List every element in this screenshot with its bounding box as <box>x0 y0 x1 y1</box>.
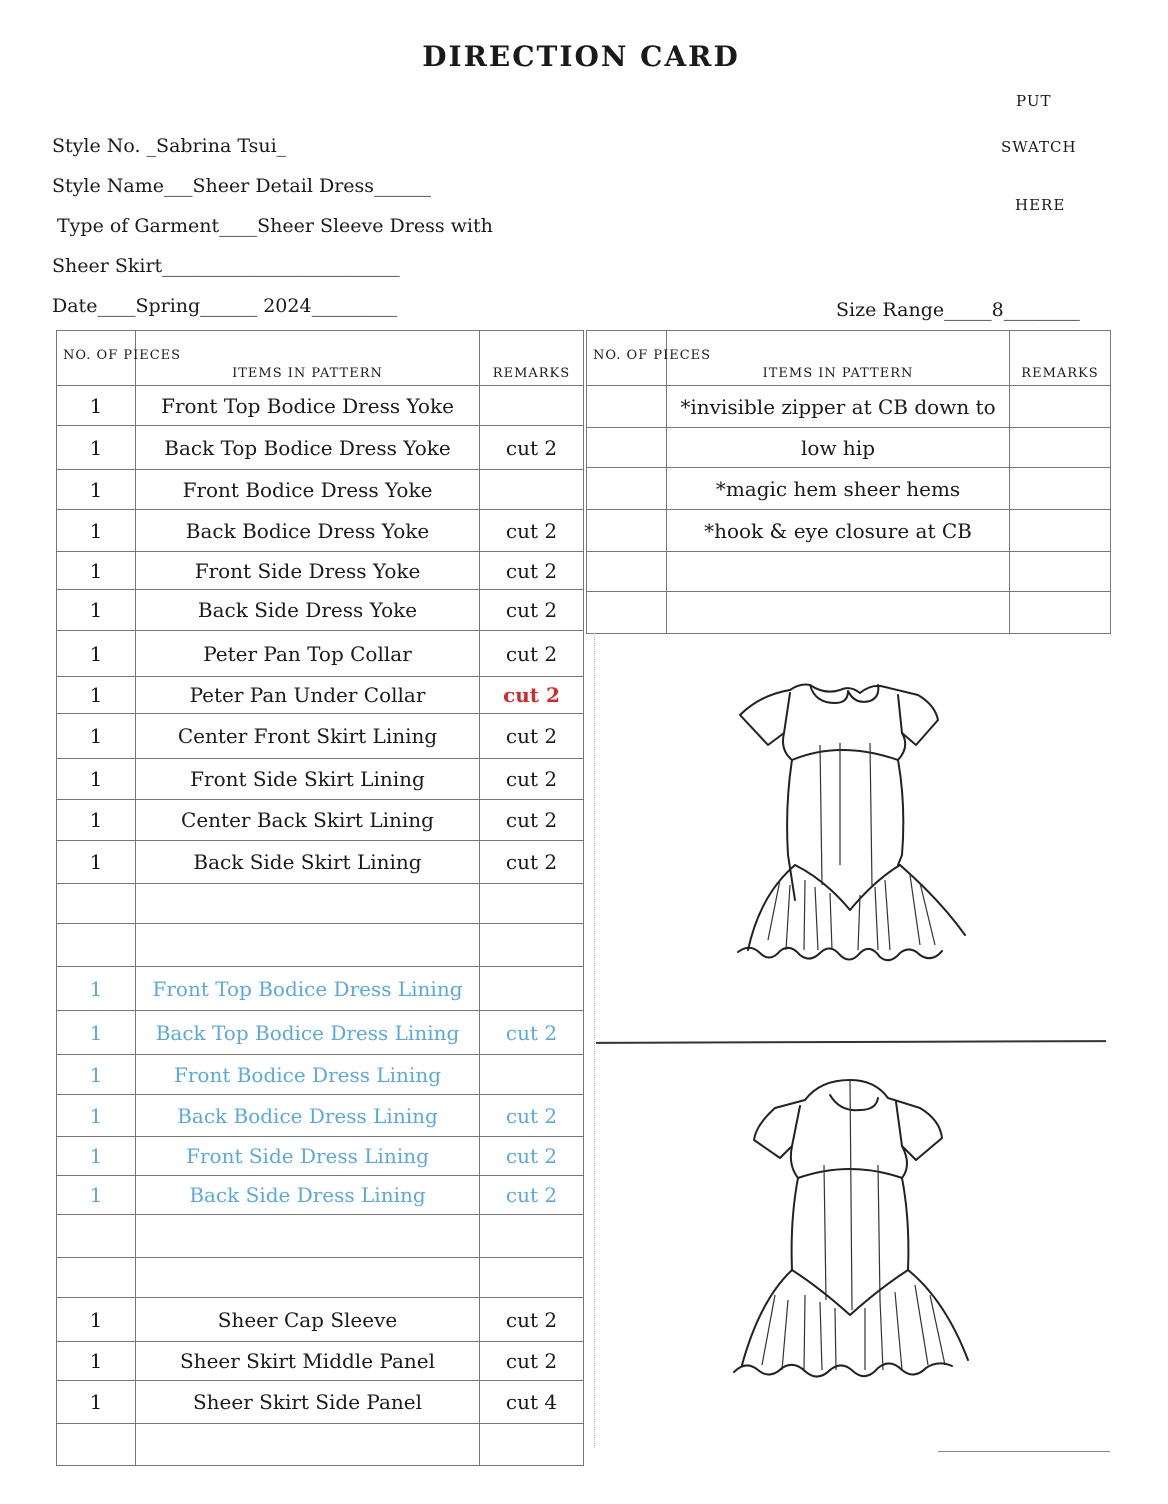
table-row <box>57 552 584 590</box>
item-cell: Front Side Skirt Lining <box>136 759 480 800</box>
item-cell <box>136 1424 480 1466</box>
remark-cell <box>1010 552 1111 592</box>
remark-cell: cut 2 <box>480 1011 584 1055</box>
remark-cell <box>480 1424 584 1466</box>
table-row <box>57 1342 584 1381</box>
swatch-label-swatch: SWATCH <box>1001 138 1077 156</box>
remark-cell <box>480 967 584 1011</box>
remark-cell <box>480 1055 584 1095</box>
item-cell: Front Side Dress Lining <box>136 1137 480 1176</box>
pieces-cell: 1 <box>57 800 136 841</box>
sketch-separator-line <box>596 1040 1106 1044</box>
date-line: Date____Spring______ 2024_________ <box>52 295 398 317</box>
table-row <box>587 592 1111 634</box>
table-row <box>57 470 584 510</box>
remark-cell: cut 2 <box>480 714 584 759</box>
remark-cell: cut 2 <box>480 1095 584 1137</box>
remark-cell: cut 2 <box>480 1342 584 1381</box>
table-row <box>57 924 584 967</box>
table-row <box>57 967 584 1011</box>
items-header: ITEMS IN PATTERN <box>667 331 1010 386</box>
table-row <box>57 1298 584 1342</box>
item-cell <box>136 1215 480 1258</box>
pieces-cell <box>57 924 136 967</box>
pieces-cell: 1 <box>57 714 136 759</box>
pieces-cell <box>587 510 667 552</box>
pieces-cell: 1 <box>57 1011 136 1055</box>
remark-cell: cut 2 <box>480 677 584 714</box>
swatch-label-put: PUT <box>1016 92 1052 110</box>
table-row <box>57 1381 584 1424</box>
table-row <box>57 1055 584 1095</box>
table-row <box>57 1137 584 1176</box>
items-header: ITEMS IN PATTERN <box>136 331 480 386</box>
remarks-header: REMARKS <box>480 331 584 386</box>
item-cell: Front Side Dress Yoke <box>136 552 480 590</box>
pieces-cell: 1 <box>57 386 136 426</box>
size-range: Size Range_____8________ <box>836 299 1080 321</box>
remark-cell <box>480 1215 584 1258</box>
table-row <box>57 1095 584 1137</box>
item-cell: Back Side Dress Lining <box>136 1176 480 1215</box>
pieces-header: NO. OF PIECES <box>57 331 136 386</box>
table-row <box>57 759 584 800</box>
table-row <box>587 468 1111 510</box>
table-row <box>57 800 584 841</box>
item-cell: Peter Pan Top Collar <box>136 631 480 677</box>
table-row <box>57 590 584 631</box>
table-row <box>57 510 584 552</box>
pieces-cell: 1 <box>57 631 136 677</box>
remark-cell <box>1010 510 1111 552</box>
remark-cell <box>1010 592 1111 634</box>
pieces-cell <box>587 592 667 634</box>
pieces-cell: 1 <box>57 841 136 884</box>
item-cell: Center Front Skirt Lining <box>136 714 480 759</box>
item-cell: Sheer Skirt Side Panel <box>136 1381 480 1424</box>
remark-cell <box>1010 428 1111 468</box>
remark-cell: cut 2 <box>480 590 584 631</box>
pieces-cell: 1 <box>57 1298 136 1342</box>
pieces-cell: 1 <box>57 1137 136 1176</box>
remark-cell: cut 2 <box>480 426 584 470</box>
table-row <box>57 714 584 759</box>
item-cell <box>136 924 480 967</box>
table-row <box>57 386 584 426</box>
remark-cell: cut 2 <box>480 510 584 552</box>
pieces-cell <box>587 552 667 592</box>
remark-cell <box>480 1258 584 1298</box>
pieces-cell: 1 <box>57 470 136 510</box>
table-row <box>57 841 584 884</box>
back-dress-sketch <box>720 1070 990 1390</box>
item-cell: Center Back Skirt Lining <box>136 800 480 841</box>
remark-cell: cut 2 <box>480 1298 584 1342</box>
pieces-header: NO. OF PIECES <box>587 331 667 386</box>
pieces-cell: 1 <box>57 1176 136 1215</box>
item-cell: Sheer Cap Sleeve <box>136 1298 480 1342</box>
table-row <box>57 1215 584 1258</box>
remark-cell <box>480 924 584 967</box>
item-cell: Front Bodice Dress Lining <box>136 1055 480 1095</box>
table-row <box>57 1011 584 1055</box>
item-cell: Back Side Skirt Lining <box>136 841 480 884</box>
remark-cell: cut 2 <box>480 631 584 677</box>
swatch-label-here: HERE <box>1015 196 1066 214</box>
item-cell: Front Top Bodice Dress Lining <box>136 967 480 1011</box>
pieces-cell: 1 <box>57 426 136 470</box>
item-cell: Back Top Bodice Dress Yoke <box>136 426 480 470</box>
pieces-cell: 1 <box>57 1055 136 1095</box>
style-name: Style Name___Sheer Detail Dress______ <box>52 175 432 197</box>
note-cell: *invisible zipper at CB down to <box>667 386 1010 428</box>
item-cell: Back Bodice Dress Yoke <box>136 510 480 552</box>
style-number: Style No. _Sabrina Tsui_ <box>52 135 287 157</box>
pieces-cell: 1 <box>57 967 136 1011</box>
remark-cell <box>480 470 584 510</box>
table-row <box>587 510 1111 552</box>
table-row <box>587 552 1111 592</box>
pieces-cell <box>587 468 667 510</box>
remark-cell: cut 2 <box>480 1137 584 1176</box>
item-cell <box>136 1258 480 1298</box>
pieces-cell <box>57 1258 136 1298</box>
pieces-cell <box>57 1215 136 1258</box>
note-cell: *magic hem sheer hems <box>667 468 1010 510</box>
remarks-header: REMARKS <box>1010 331 1111 386</box>
item-cell: Peter Pan Under Collar <box>136 677 480 714</box>
item-cell: Back Bodice Dress Lining <box>136 1095 480 1137</box>
front-dress-sketch <box>720 665 990 975</box>
table-header-row <box>587 331 1111 386</box>
pieces-cell: 1 <box>57 1381 136 1424</box>
note-cell <box>667 552 1010 592</box>
item-cell: Sheer Skirt Middle Panel <box>136 1342 480 1381</box>
remark-cell: cut 2 <box>480 800 584 841</box>
pieces-cell <box>587 386 667 428</box>
remark-cell: cut 2 <box>480 1176 584 1215</box>
pieces-cell: 1 <box>57 1342 136 1381</box>
pieces-cell: 1 <box>57 677 136 714</box>
pieces-cell: 1 <box>57 552 136 590</box>
item-cell: Front Bodice Dress Yoke <box>136 470 480 510</box>
pieces-cell <box>587 428 667 468</box>
note-cell: low hip <box>667 428 1010 468</box>
garment-type-line1: Type of Garment____Sheer Sleeve Dress with <box>57 215 493 237</box>
pattern-items-table-left <box>56 330 584 1466</box>
table-row <box>57 426 584 470</box>
item-cell: Back Top Bodice Dress Lining <box>136 1011 480 1055</box>
sketch-area-divider <box>594 633 596 1448</box>
table-row <box>57 677 584 714</box>
remark-cell <box>1010 386 1111 428</box>
pieces-cell <box>57 884 136 924</box>
pieces-cell: 1 <box>57 1095 136 1137</box>
table-header-row <box>57 331 584 386</box>
pattern-items-table-right <box>586 330 1111 634</box>
remark-cell: cut 2 <box>480 841 584 884</box>
page-title: DIRECTION CARD <box>422 40 740 73</box>
remark-cell: cut 2 <box>480 759 584 800</box>
item-cell: Back Side Dress Yoke <box>136 590 480 631</box>
pieces-cell: 1 <box>57 590 136 631</box>
bottom-rule <box>938 1451 1110 1452</box>
note-cell <box>667 592 1010 634</box>
table-row <box>587 386 1111 428</box>
remark-cell <box>480 386 584 426</box>
table-row <box>57 1176 584 1215</box>
pieces-cell <box>57 1424 136 1466</box>
note-cell: *hook & eye closure at CB <box>667 510 1010 552</box>
pieces-cell: 1 <box>57 510 136 552</box>
item-cell: Front Top Bodice Dress Yoke <box>136 386 480 426</box>
table-row <box>587 428 1111 468</box>
garment-type-line2: Sheer Skirt_________________________ <box>52 255 400 277</box>
item-cell <box>136 884 480 924</box>
table-row <box>57 1424 584 1466</box>
pieces-cell: 1 <box>57 759 136 800</box>
table-row <box>57 1258 584 1298</box>
remark-cell <box>1010 468 1111 510</box>
table-row <box>57 884 584 924</box>
remark-cell: cut 2 <box>480 552 584 590</box>
table-row <box>57 631 584 677</box>
remark-cell <box>480 884 584 924</box>
remark-cell: cut 4 <box>480 1381 584 1424</box>
